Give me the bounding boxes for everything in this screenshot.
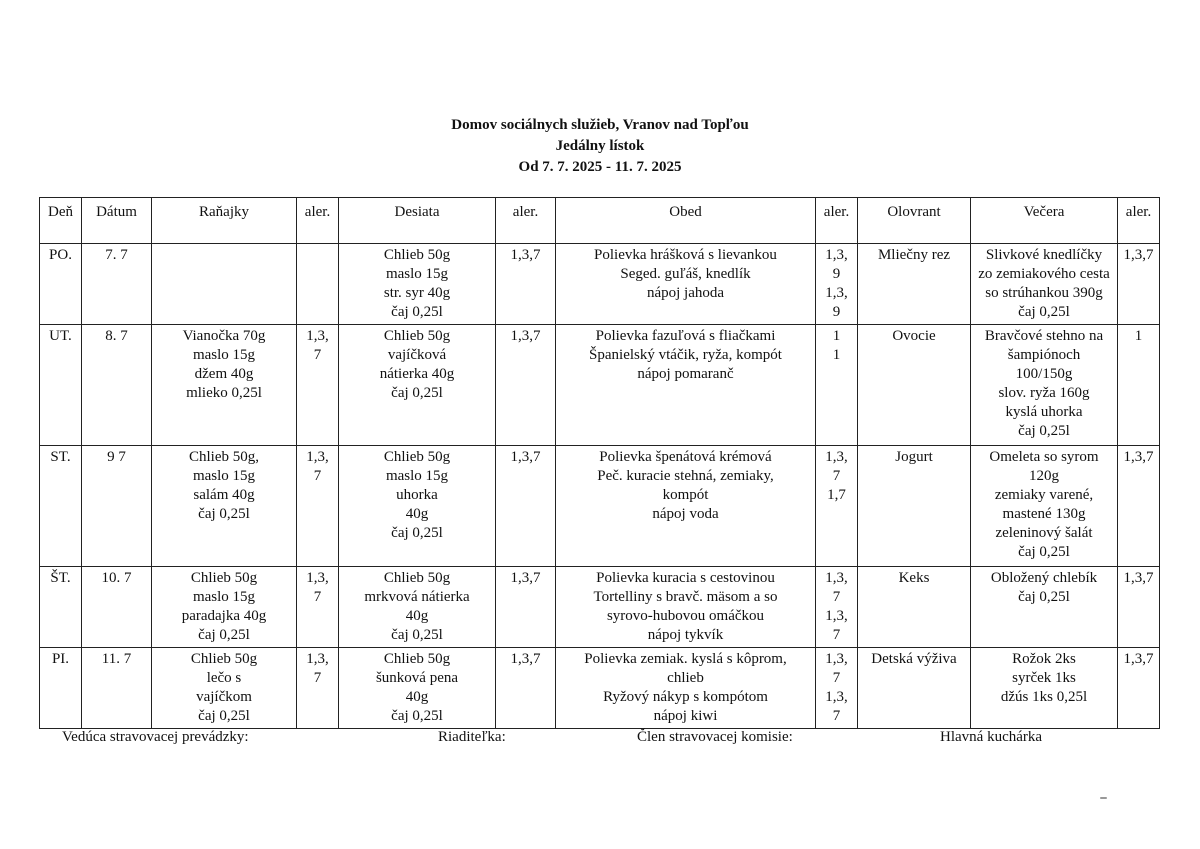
cell-line: Chlieb 50g bbox=[383, 247, 451, 263]
cell-line: 1,3, bbox=[306, 570, 329, 586]
snack1-cell bbox=[339, 325, 496, 446]
lunch-allergens-cell bbox=[816, 244, 858, 325]
table-row bbox=[40, 325, 1160, 446]
dinner-allergens-cell bbox=[1118, 567, 1160, 648]
cell-line: 7 bbox=[832, 670, 841, 686]
col-header-breakfast: Raňajky bbox=[152, 198, 297, 244]
cell-line: 120g bbox=[1029, 468, 1059, 484]
breakfast-cell bbox=[152, 567, 297, 648]
lunch-allergens-cell bbox=[816, 446, 858, 567]
cell-line: zo zemiakového cesta bbox=[978, 266, 1110, 282]
dinner-allergens-cell bbox=[1118, 648, 1160, 729]
cell-line: 1,3, bbox=[825, 570, 848, 586]
cell-line: 1 bbox=[832, 347, 841, 363]
cell-line: čaj 0,25l bbox=[198, 708, 250, 724]
institution-name: Domov sociálnych služieb, Vranov nad Topľou bbox=[451, 117, 749, 133]
snack1-cell bbox=[339, 446, 496, 567]
cell-line: šunková pena bbox=[375, 670, 459, 686]
col-header-dinner: Večera bbox=[971, 198, 1118, 244]
cell-line: 9 bbox=[832, 266, 841, 282]
cell-line: Chlieb 50g bbox=[383, 570, 451, 586]
cell-line: 40g bbox=[405, 689, 429, 705]
col-header-day: Deň bbox=[40, 198, 82, 244]
cell-line: Chlieb 50g bbox=[383, 328, 451, 344]
cell-line: Chlieb 50g bbox=[383, 651, 451, 667]
cell-line: 1,3, bbox=[825, 608, 848, 624]
lunch-allergens-cell bbox=[816, 325, 858, 446]
breakfast-cell bbox=[152, 325, 297, 446]
col-header-dinner-allergens: aler. bbox=[1118, 198, 1160, 244]
table-row bbox=[40, 648, 1160, 729]
dinner-allergens-cell bbox=[1118, 325, 1160, 446]
date-cell: 10. 7 bbox=[82, 567, 152, 648]
cell-line: čaj 0,25l bbox=[1018, 423, 1070, 439]
cell-line: Tortelliny s bravč. mäsom a so bbox=[593, 589, 778, 605]
date-cell: 8. 7 bbox=[82, 325, 152, 446]
day-cell: PI. bbox=[40, 648, 82, 729]
cell-line: nápoj kiwi bbox=[653, 708, 718, 724]
cell-line: vajíčková bbox=[387, 347, 447, 363]
cell-line: syrovo-hubovou omáčkou bbox=[606, 608, 765, 624]
cell-line: 40g bbox=[405, 506, 429, 522]
cell-line: 100/150g bbox=[1015, 366, 1073, 382]
cell-line: 7 bbox=[313, 589, 322, 605]
col-header-lunch: Obed bbox=[556, 198, 816, 244]
cell-line: Polievka fazuľová s fliačkami bbox=[595, 328, 776, 344]
signature-head-cook: Hlavná kuchárka bbox=[940, 729, 1043, 745]
cell-line: uhorka bbox=[396, 487, 438, 503]
col-header-lunch-allergens: aler. bbox=[816, 198, 858, 244]
menu-table bbox=[39, 197, 1160, 729]
col-header-snack2: Olovrant bbox=[858, 198, 971, 244]
table-row bbox=[40, 244, 1160, 325]
cell-line: salám 40g bbox=[193, 487, 255, 503]
cell-line: 7 bbox=[832, 468, 841, 484]
signature-director: Riaditeľka: bbox=[438, 729, 506, 745]
cell-line: Polievka hrášková s lievankou bbox=[594, 247, 777, 263]
signature-line bbox=[0, 729, 1200, 753]
cell-line: Bravčové stehno na bbox=[984, 328, 1104, 344]
breakfast-allergens-cell bbox=[297, 648, 339, 729]
cell-line: lečo s bbox=[206, 670, 242, 686]
cell-line: nápoj voda bbox=[652, 506, 719, 522]
cell-line: 1,3,7 bbox=[1123, 570, 1154, 586]
cell-line: 1,3, bbox=[825, 247, 848, 263]
cell-line: džús 1ks 0,25l bbox=[1000, 689, 1088, 705]
dinner-cell bbox=[971, 648, 1118, 729]
cell-line: 1,3,7 bbox=[1123, 651, 1154, 667]
table-row bbox=[40, 446, 1160, 567]
snack1-allergens-cell bbox=[496, 244, 556, 325]
cell-line: Seged. guľáš, knedlík bbox=[620, 266, 751, 282]
dinner-cell bbox=[971, 325, 1118, 446]
cell-line: šampiónoch bbox=[1007, 347, 1081, 363]
day-cell: ŠT. bbox=[40, 567, 82, 648]
cell-line: Slivkové knedlíčky bbox=[985, 247, 1103, 263]
cell-line: mlieko 0,25l bbox=[186, 385, 262, 401]
dinner-allergens-cell bbox=[1118, 244, 1160, 325]
scan-speck bbox=[1100, 797, 1107, 799]
cell-line: 1,3,7 bbox=[1123, 247, 1154, 263]
col-header-date: Dátum bbox=[82, 198, 152, 244]
cell-line: 1,3, bbox=[825, 285, 848, 301]
cell-line: 1,3, bbox=[306, 449, 329, 465]
cell-line: 1,3,7 bbox=[510, 570, 541, 586]
breakfast-allergens-cell bbox=[297, 567, 339, 648]
lunch-allergens-cell bbox=[816, 567, 858, 648]
cell-line: čaj 0,25l bbox=[1018, 544, 1070, 560]
cell-line: 1,3, bbox=[825, 689, 848, 705]
cell-line: 1,3, bbox=[306, 651, 329, 667]
lunch-cell bbox=[556, 446, 816, 567]
cell-line: nápoj jahoda bbox=[646, 285, 725, 301]
cell-line: Omeleta so syrom bbox=[989, 449, 1099, 465]
cell-line: 1,3, bbox=[306, 328, 329, 344]
date-cell: 11. 7 bbox=[82, 648, 152, 729]
dinner-cell bbox=[971, 567, 1118, 648]
snack1-allergens-cell bbox=[496, 446, 556, 567]
cell-line: maslo 15g bbox=[192, 468, 256, 484]
menu-table-body bbox=[40, 244, 1160, 729]
breakfast-cell bbox=[152, 244, 297, 325]
cell-line: Chlieb 50g bbox=[190, 570, 258, 586]
snack1-allergens-cell bbox=[496, 567, 556, 648]
cell-line: čaj 0,25l bbox=[1018, 304, 1070, 320]
snack2-cell: Ovocie bbox=[858, 325, 971, 446]
cell-line: maslo 15g bbox=[385, 468, 449, 484]
cell-line: Chlieb 50g bbox=[383, 449, 451, 465]
lunch-cell bbox=[556, 567, 816, 648]
cell-line: Rožok 2ks bbox=[1012, 651, 1076, 667]
lunch-allergens-cell bbox=[816, 648, 858, 729]
cell-line: str. syr 40g bbox=[383, 285, 451, 301]
cell-line: Španielský vtáčik, ryža, kompót bbox=[589, 347, 782, 363]
cell-line: 1,3, bbox=[825, 449, 848, 465]
cell-line: mastené 130g bbox=[1002, 506, 1086, 522]
cell-line: zeleninový šalát bbox=[995, 525, 1093, 541]
cell-line: čaj 0,25l bbox=[1018, 589, 1070, 605]
cell-line: maslo 15g bbox=[192, 347, 256, 363]
day-cell: PO. bbox=[40, 244, 82, 325]
cell-line: zemiaky varené, bbox=[994, 487, 1094, 503]
snack2-cell: Keks bbox=[858, 567, 971, 648]
cell-line: čaj 0,25l bbox=[198, 506, 250, 522]
cell-line: kyslá uhorka bbox=[1005, 404, 1083, 420]
table-row bbox=[40, 567, 1160, 648]
breakfast-allergens-cell bbox=[297, 244, 339, 325]
lunch-cell bbox=[556, 325, 816, 446]
cell-line: čaj 0,25l bbox=[391, 627, 443, 643]
cell-line: nápoj pomaranč bbox=[637, 366, 734, 382]
cell-line: so strúhankou 390g bbox=[985, 285, 1103, 301]
cell-line: chlieb bbox=[667, 670, 704, 686]
snack2-cell: Detská výživa bbox=[858, 648, 971, 729]
cell-line: syrček 1ks bbox=[1012, 670, 1076, 686]
dinner-cell bbox=[971, 446, 1118, 567]
cell-line: 7 bbox=[313, 468, 322, 484]
cell-line: Chlieb 50g bbox=[190, 651, 258, 667]
cell-line: 1 bbox=[1134, 328, 1143, 344]
snack1-cell bbox=[339, 648, 496, 729]
cell-line: Polievka kuracia s cestovinou bbox=[596, 570, 775, 586]
cell-line: čaj 0,25l bbox=[198, 627, 250, 643]
snack1-cell bbox=[339, 244, 496, 325]
lunch-cell bbox=[556, 648, 816, 729]
signature-catering-manager: Vedúca stravovacej prevádzky: bbox=[62, 729, 249, 745]
cell-line: vajíčkom bbox=[196, 689, 252, 705]
date-cell: 7. 7 bbox=[82, 244, 152, 325]
cell-line: 9 bbox=[832, 304, 841, 320]
cell-line: nátierka 40g bbox=[379, 366, 455, 382]
date-cell: 9 7 bbox=[82, 446, 152, 567]
lunch-cell bbox=[556, 244, 816, 325]
cell-line: Chlieb 50g, bbox=[189, 449, 259, 465]
cell-line: slov. ryža 160g bbox=[998, 385, 1090, 401]
cell-line: paradajka 40g bbox=[181, 608, 267, 624]
day-cell: UT. bbox=[40, 325, 82, 446]
breakfast-allergens-cell bbox=[297, 325, 339, 446]
cell-line: 7 bbox=[313, 347, 322, 363]
breakfast-cell bbox=[152, 648, 297, 729]
cell-line: Polievka zemiak. kyslá s kôprom, bbox=[584, 651, 787, 667]
breakfast-allergens-cell bbox=[297, 446, 339, 567]
cell-line: 7 bbox=[832, 708, 841, 724]
cell-line: 7 bbox=[832, 589, 841, 605]
cell-line: čaj 0,25l bbox=[391, 385, 443, 401]
cell-line: Obložený chlebík bbox=[990, 570, 1098, 586]
table-header-row bbox=[40, 198, 1160, 244]
breakfast-cell bbox=[152, 446, 297, 567]
cell-line: čaj 0,25l bbox=[391, 525, 443, 541]
cell-line: 1,3,7 bbox=[510, 449, 541, 465]
cell-line: maslo 15g bbox=[192, 589, 256, 605]
dinner-cell bbox=[971, 244, 1118, 325]
col-header-breakfast-allergens: aler. bbox=[297, 198, 339, 244]
cell-line: 1,3,7 bbox=[510, 651, 541, 667]
snack2-cell: Jogurt bbox=[858, 446, 971, 567]
cell-line: 1 bbox=[832, 328, 841, 344]
snack1-allergens-cell bbox=[496, 325, 556, 446]
cell-line: nápoj tykvík bbox=[647, 627, 724, 643]
document-header bbox=[0, 115, 1200, 178]
cell-line: kompót bbox=[662, 487, 709, 503]
signature-committee-member: Člen stravovacej komisie: bbox=[637, 729, 793, 745]
cell-line: 1,3, bbox=[825, 651, 848, 667]
cell-line: Polievka špenátová krémová bbox=[599, 449, 772, 465]
snack2-cell: Mliečny rez bbox=[858, 244, 971, 325]
cell-line: mrkvová nátierka bbox=[364, 589, 470, 605]
col-header-snack1-allergens: aler. bbox=[496, 198, 556, 244]
cell-line: džem 40g bbox=[194, 366, 254, 382]
snack1-cell bbox=[339, 567, 496, 648]
cell-line: Peč. kuracie stehná, zemiaky, bbox=[597, 468, 774, 484]
cell-line: čaj 0,25l bbox=[391, 708, 443, 724]
col-header-snack1: Desiata bbox=[339, 198, 496, 244]
snack1-allergens-cell bbox=[496, 648, 556, 729]
day-cell: ST. bbox=[40, 446, 82, 567]
menu-period: Od 7. 7. 2025 - 11. 7. 2025 bbox=[518, 159, 682, 175]
cell-line: maslo 15g bbox=[385, 266, 449, 282]
cell-line: čaj 0,25l bbox=[391, 304, 443, 320]
cell-line: 7 bbox=[313, 670, 322, 686]
cell-line: 1,7 bbox=[827, 487, 846, 503]
cell-line: Ryžový nákyp s kompótom bbox=[603, 689, 768, 705]
cell-line: 40g bbox=[405, 608, 429, 624]
cell-line: 1,3,7 bbox=[510, 328, 541, 344]
menu-title: Jedálny lístok bbox=[555, 138, 645, 154]
cell-line: Vianočka 70g bbox=[182, 328, 266, 344]
cell-line: 1,3,7 bbox=[510, 247, 541, 263]
cell-line: 7 bbox=[832, 627, 841, 643]
dinner-allergens-cell bbox=[1118, 446, 1160, 567]
cell-line: 1,3,7 bbox=[1123, 449, 1154, 465]
